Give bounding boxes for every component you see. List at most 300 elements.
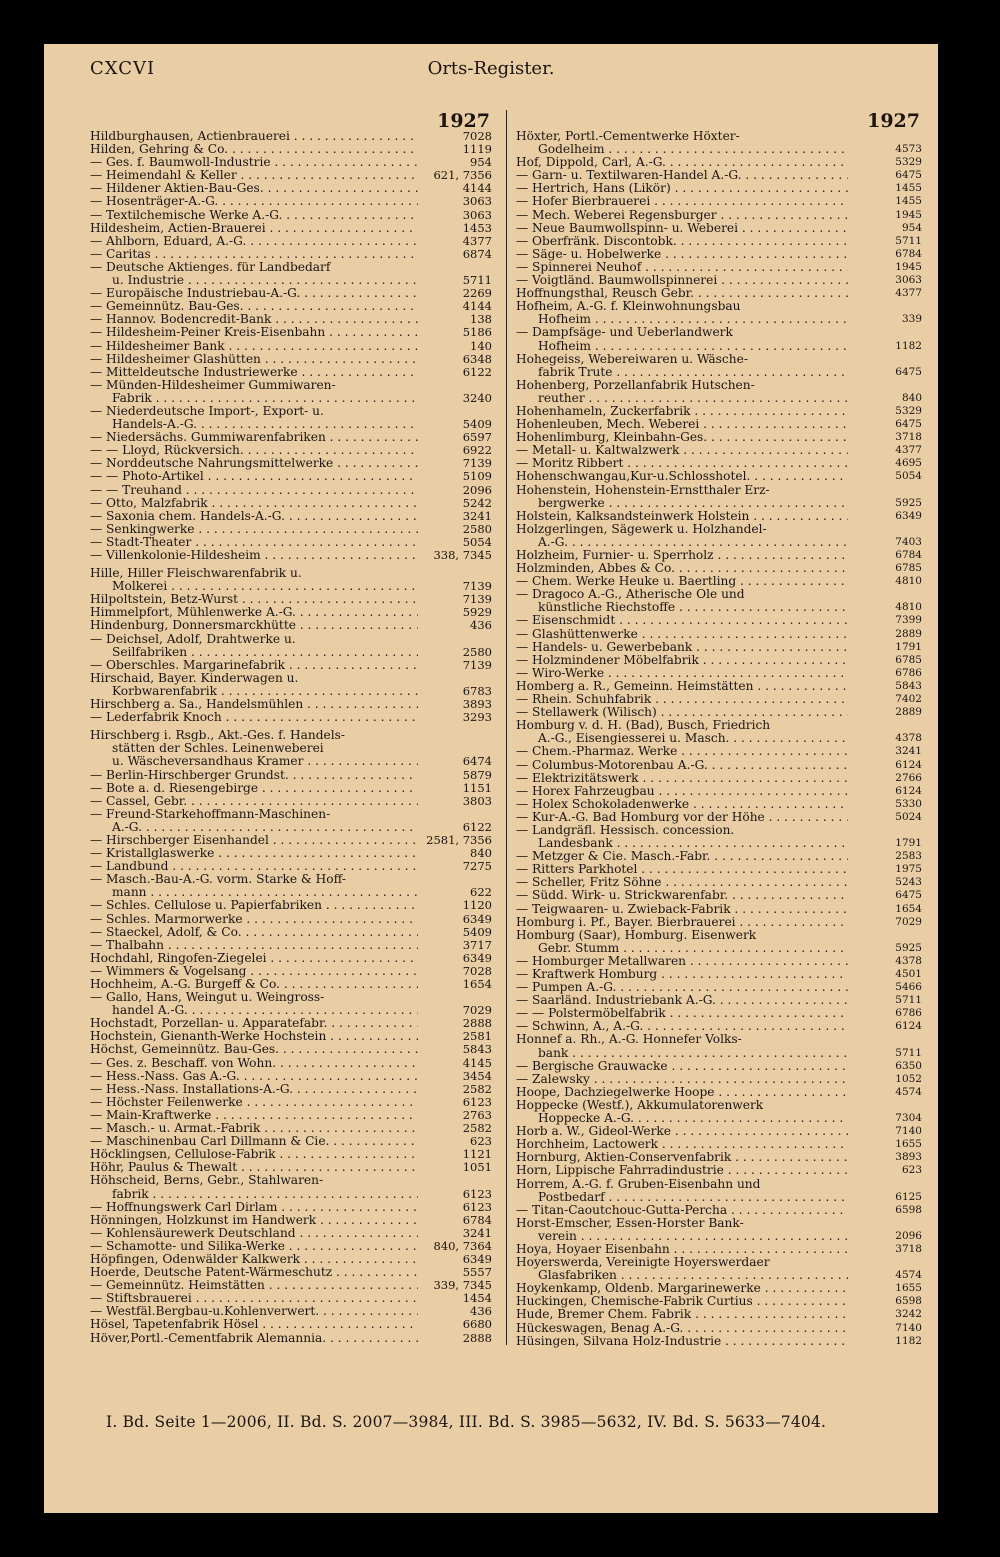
entry-text: — — Treuhand . . . [90,484,418,497]
entry-text: — Titan-Caoutchouc-Gutta-Percha . . . [516,1204,848,1217]
entry-page-ref: 5054 [895,470,922,483]
register-entry [90,619,506,632]
register-entry [90,711,506,724]
entry-text: — Hildesheim-Peiner Kreis-Eisenbahn . . . [90,326,418,339]
entry-text: — Masch.-Bau-A.-G. vorm. Starke & Hoff- [90,873,346,887]
entry-text: — Dampfsäge- und Ueberlandwerk [516,326,733,340]
register-entry [90,580,506,593]
entry-text: Honnef a. Rh., A.-G. Honnefer Volks- [516,1033,742,1047]
entry-text: — Moritz Ribbert . . . [516,457,848,470]
entry-text: — Otto, Malzfabrik . . . [90,497,418,510]
entry-page-ref: 4574 [895,1085,922,1098]
entry-text: — Handels- u. Gewerbebank . . . [516,641,848,654]
entry-text: Hofheim . . . [516,340,848,353]
entries-left [90,130,506,1345]
register-entry [514,1191,928,1204]
register-entry [514,1099,928,1112]
entry-text: Höcklingsen, Cellulose-Fabrik . . . [90,1148,418,1161]
entry-page-ref: 6922 [462,443,492,458]
register-entry [90,1318,506,1331]
entry-page-ref: 6348 [462,351,492,366]
entry-text: — Senkingwerke . . . [90,523,418,536]
entry-text: Hildesheim, Actien-Brauerei . . . [90,222,418,235]
register-entry [514,562,928,575]
register-entry [514,274,928,287]
register-entry [514,143,928,156]
register-entry [514,693,928,706]
entry-text: — Spinnerei Neuhof . . . [516,261,848,274]
entry-page-ref: 6124 [895,758,922,771]
register-entry [514,916,928,929]
entry-page-ref: 1453 [462,220,492,235]
register-entry [514,1230,928,1243]
entry-page-ref: 3293 [462,710,492,725]
register-entry [90,672,506,685]
entry-page-ref: 6598 [895,1295,922,1308]
entry-page-ref: 2096 [895,1229,922,1242]
left-column [90,110,507,1345]
entry-page-ref: 4377 [462,233,492,248]
entry-text: — Hildesheimer Glashütten . . . [90,353,418,366]
entry-text: Höhr, Paulus & Thewalt . . . [90,1161,418,1174]
entry-page-ref: 5329 [895,404,922,417]
register-entry [90,1096,506,1109]
register-entry [514,222,928,235]
entry-text: A.-G., Eisengiesserei u. Masch. . . . [516,732,848,745]
entry-text: Glasfabriken . . . [516,1269,848,1282]
register-entry [514,889,928,902]
entry-text: — Saarländ. Industriebank A.-G. . . . [516,994,848,1007]
entry-text: Holstein, Kalksandsteinwerk Holstein . . . [516,510,848,523]
register-entry [90,1188,506,1201]
register-entry [514,654,928,667]
register-entry [90,209,506,222]
entry-page-ref: 2763 [462,1107,492,1122]
register-entry [90,1279,506,1292]
entry-text: Hochstein, Gienanth-Werke Hochstein . . . [90,1030,418,1043]
entry-text: — Schamotte- und Silika-Werke . . . [90,1240,418,1253]
entry-text: — Chem.-Pharmaz. Werke . . . [516,745,848,758]
entry-text: u. Wäscheversandhaus Kramer . . . [90,755,418,768]
entry-page-ref: 7028 [462,963,492,978]
register-entry [514,811,928,824]
register-entry [514,1204,928,1217]
register-entry [90,418,506,431]
register-entry [90,340,506,353]
entry-text: Hofheim . . . [516,313,848,326]
entry-page-ref: 5243 [895,876,922,889]
entry-text: Holzminden, Abbes & Co. . . . [516,562,848,575]
entry-page-ref: 6123 [462,1186,492,1201]
register-entry [514,732,928,745]
register-entry [514,601,928,614]
entry-page-ref: 840 [901,391,922,404]
entry-text: Horb a. W., Gideol-Werke . . . [516,1125,848,1138]
register-entry [514,1322,928,1335]
register-entry [90,457,506,470]
register-entry [514,549,928,562]
entry-page-ref: 338, 7345 [433,548,492,562]
entry-text: — Landgräfl. Hessisch. concession. [516,823,735,837]
entry-page-ref: 1945 [895,208,922,221]
register-entry [90,130,506,143]
entry-page-ref: 6785 [895,562,922,575]
entry-page-ref: 2096 [462,482,492,497]
register-page [44,44,938,1513]
entry-text: Höchst, Gemeinnütz. Bau-Ges. . . . [90,1043,418,1056]
entry-text: — Masch.- u. Armat.-Fabrik . . . [90,1122,418,1135]
entry-text: — Hess.-Nass. Gas A.-G. . . . [90,1070,418,1083]
entry-page-ref: 6598 [895,1203,922,1216]
entry-page-ref: 5409 [462,417,492,432]
entry-text: — Europäische Industriebau-A.-G. . . . [90,287,418,300]
entry-page-ref: 6349 [462,911,492,926]
entry-text: Hildburghausen, Actienbrauerei . . . [90,130,418,143]
entry-text: Korbwarenfabrik . . . [90,685,418,698]
entry-page-ref: 3241 [895,745,922,758]
entry-page-ref: 5329 [895,156,922,169]
register-entry [90,729,506,742]
entry-page-ref: 5557 [462,1265,492,1280]
register-entry [90,405,506,418]
entry-text: Hindenburg, Donnersmarckhütte . . . [90,619,418,632]
register-entry [514,863,928,876]
register-entry [514,1073,928,1086]
entry-text: — Teigwaaren- u. Zwieback-Fabrik . . . [516,903,848,916]
register-entry [90,755,506,768]
entry-text: — Holzmindener Möbelfabrik . . . [516,654,848,667]
register-entry [90,549,506,562]
entry-text: Hoppecke (Westf.), Akkumulatorenwerk [516,1098,764,1112]
entry-text: — Oberfränk. Discontobk. . . . [516,235,848,248]
entry-text: Höhscheid, Berns, Gebr., Stahlwaren- [90,1174,324,1188]
entry-text: — Niederdeutsche Import-, Export- u. [90,404,324,418]
register-entry [514,1164,928,1177]
entry-text: Hohenschwangau,Kur-u.Schlosshotel. . . . [516,470,848,483]
entry-text: Hönningen, Holzkunst im Handwerk . . . [90,1214,418,1227]
entry-page-ref: 4378 [895,732,922,745]
entry-page-ref: 6784 [462,1212,492,1227]
register-entry [90,991,506,1004]
register-entry [90,821,506,834]
register-entry [514,1020,928,1033]
entry-text: — Münden-Hildesheimer Gummiwaren- [90,378,336,392]
entry-page-ref: 6125 [895,1190,922,1203]
entry-page-ref: 6785 [895,653,922,666]
register-entry [514,457,928,470]
register-entry [514,929,928,942]
entry-page-ref: 6474 [462,754,492,769]
register-entry [90,659,506,672]
entry-text: — Elektrizitätswerk . . . [516,772,848,785]
entry-text: Fabrik . . . [90,392,418,405]
entry-page-ref: 3454 [462,1068,492,1083]
entry-text: — Villenkolonie-Hildesheim . . . [90,549,418,562]
register-entry [514,248,928,261]
entry-text: — Schwinn, A., A.-G. . . . [516,1020,848,1033]
entry-page-ref: 5242 [462,495,492,510]
entry-text: — Columbus-Motorenbau A.-G. . . . [516,759,848,772]
register-entry [90,808,506,821]
entry-text: Hoppecke A.-G. . . . [516,1112,848,1125]
entry-page-ref: 1975 [895,863,922,876]
entry-page-ref: 1455 [895,195,922,208]
entry-page-ref: 3240 [462,390,492,405]
register-entry [90,300,506,313]
register-entry [90,742,506,755]
entry-text: — Wimmers & Vogelsang . . . [90,965,418,978]
entry-text: — Gallo, Hans, Weingut u. Weingross- [90,991,325,1005]
register-entry [514,1151,928,1164]
entry-text: — Dragoco A.-G., Ätherische Öle und [516,588,745,602]
entry-page-ref: 3242 [895,1308,922,1321]
entry-text: — Mitteldeutsche Industriewerke . . . [90,366,418,379]
entry-page-ref: 4144 [462,299,492,314]
page-header [44,58,938,86]
register-entry [514,235,928,248]
entry-page-ref: 6475 [895,889,922,902]
entry-page-ref: 7140 [895,1125,922,1138]
entry-page-ref: 138 [470,312,492,327]
entry-text: Hirschberg a. Sa., Handelsmühlen . . . [90,698,418,711]
entry-text: — Main-Kraftwerke . . . [90,1109,418,1122]
register-entry [514,418,928,431]
register-entry [90,860,506,873]
register-entry [90,1253,506,1266]
entry-page-ref: 2581, 7356 [426,832,492,847]
entry-text: — Wiro-Werke . . . [516,667,848,680]
register-entry [514,1178,928,1191]
register-entry [90,287,506,300]
register-entry [90,195,506,208]
register-entry [90,143,506,156]
entry-text: Huckingen, Chemische-Fabrik Curtius . . . [516,1295,848,1308]
register-entry [90,261,506,274]
entry-page-ref: 7139 [462,579,492,594]
register-entry [514,575,928,588]
entry-text: Homburg (Saar), Homburg. Eisenwerk [516,928,757,942]
entry-page-ref: 3717 [462,937,492,952]
entry-page-ref: 5109 [462,469,492,484]
register-entry [514,706,928,719]
register-entry [514,392,928,405]
register-entry [90,593,506,606]
entry-page-ref: 1655 [895,1138,922,1151]
entry-page-ref: 6597 [462,430,492,445]
entry-text: — Säge- u. Hobelwerke . . . [516,248,848,261]
entry-text: Höpfingen, Odenwälder Kalkwerk . . . [90,1253,418,1266]
entry-page-ref: 1119 [462,142,492,157]
entry-text: Hohenleuben, Mech. Weberei . . . [516,418,848,431]
register-entry [514,1269,928,1282]
register-entry [514,326,928,339]
entry-page-ref: 1454 [462,1291,492,1306]
entry-text: — Hoffnungswerk Carl Dirlam . . . [90,1201,418,1214]
register-entry [514,1335,928,1348]
entry-text: künstliche Riechstoffe . . . [516,601,848,614]
entry-page-ref: 6349 [895,509,922,522]
entry-page-ref: 5711 [462,273,492,288]
entry-text: — Chem. Werke Heuke u. Baertling . . . [516,575,848,588]
entry-page-ref: 5711 [895,234,922,247]
entry-page-ref: 339, 7345 [433,1278,492,1293]
register-entry [90,1240,506,1253]
entry-text: — Südd. Wirk- u. Strickwarenfabr. . . . [516,889,848,902]
entry-page-ref: 5843 [895,679,922,692]
entry-text: Horst-Emscher, Essen-Horster Bank- [516,1216,744,1230]
entry-page-ref: 2583 [895,850,922,863]
entry-text: Landesbank . . . [516,837,848,850]
entry-text: fabrik . . . [90,1188,418,1201]
entry-page-ref: 7139 [462,592,492,607]
register-entry [514,824,928,837]
entry-page-ref: 622 [470,885,492,900]
entry-page-ref: 6783 [462,683,492,698]
entry-page-ref: 1655 [895,1282,922,1295]
entry-text: — Metall- u. Kaltwalzwerk . . . [516,444,848,457]
register-entry [90,886,506,899]
entry-text: — Ritters Parkhotel . . . [516,863,848,876]
register-entry [514,588,928,601]
entry-page-ref: 5879 [462,767,492,782]
register-entry [90,1057,506,1070]
entry-page-ref: 4574 [895,1269,922,1282]
entry-page-ref: 2580 [462,644,492,659]
entry-text: — Niedersächs. Gummiwarenfabriken . . . [90,431,418,444]
entry-text: Hoyerswerda, Vereinigte Hoyerswerdaer [516,1256,770,1270]
entry-text: Hohenstein, Hohenstein-Ernstthaler Erz- [516,483,770,497]
entry-page-ref: 7139 [462,456,492,471]
entry-page-ref: 4145 [462,1055,492,1070]
register-entry [514,1138,928,1151]
register-entry [514,1060,928,1073]
entry-page-ref: 6122 [462,364,492,379]
entry-text: — Hannov. Bodencredit-Bank . . . [90,313,418,326]
entry-text: — Bergische Grauwacke . . . [516,1060,848,1073]
entry-page-ref: 6123 [462,1199,492,1214]
register-entry [90,1161,506,1174]
entry-text: — Kristallglaswerke . . . [90,847,418,860]
volume-range-footer: I. Bd. Seite 1—2006, II. Bd. S. 2007—3984, III. Bd. S. 3985—5632, IV. Bd. S. 5633—7404. [106,1413,827,1431]
register-entry [90,392,506,405]
register-entry [514,156,928,169]
register-entry [514,719,928,732]
register-entry [90,606,506,619]
entry-page-ref: 7402 [895,693,922,706]
register-entry [90,873,506,886]
entry-text: — Höchster Feilenwerke . . . [90,1096,418,1109]
entry-page-ref: 3063 [895,274,922,287]
entry-text: Höver,Portl.-Cementfabrik Alemannia. . . . [90,1332,418,1345]
entry-page-ref: 4377 [895,444,922,457]
register-entry [514,772,928,785]
entry-text: Hochstadt, Porzellan- u. Apparatefabr. . . . [90,1017,418,1030]
entry-text: — Scheller, Fritz Söhne . . . [516,876,848,889]
register-entry [514,628,928,641]
entry-text: Hohenberg, Porzellanfabrik Hutschen- [516,378,755,392]
register-entry [90,782,506,795]
register-entry [514,497,928,510]
entry-page-ref: 3063 [462,207,492,222]
entry-page-ref: 2581 [462,1029,492,1044]
entry-text: — Horex Fahrzeugbau . . . [516,785,848,798]
entry-page-ref: 2766 [895,771,922,784]
entry-text: — Neue Baumwollspinn- u. Weberei . . . [516,222,848,235]
register-entry [514,1033,928,1046]
entry-page-ref: 1182 [895,339,922,352]
entry-page-ref: 7399 [895,614,922,627]
register-entry [90,685,506,698]
entry-page-ref: 2888 [462,1330,492,1345]
register-entry [90,1332,506,1345]
register-entry [90,965,506,978]
entry-page-ref: 7139 [462,657,492,672]
register-entry [514,981,928,994]
entry-text: Hirschaid, Bayer. Kinderwagen u. [90,671,299,685]
entry-text: Hoffnungsthal, Reusch Gebr. . . . [516,287,848,300]
register-entry [514,837,928,850]
entry-text: Hille, Hiller Fleischwarenfabrik u. [90,567,302,581]
entry-page-ref: 1121 [462,1147,492,1162]
entry-page-ref: 2888 [462,1016,492,1031]
entry-text: — Hirschberger Eisenhandel . . . [90,834,418,847]
entry-page-ref: 5409 [462,924,492,939]
entry-text: — Hildener Aktien-Bau-Ges. . . . [90,182,418,195]
entry-page-ref: 6349 [462,950,492,965]
register-entry [90,1174,506,1187]
entry-page-ref: 7140 [895,1321,922,1334]
register-entry [514,340,928,353]
entry-text: Homburg i. Pf., Bayer. Bierbrauerei . . . [516,916,848,929]
register-entry [514,523,928,536]
entry-text: reuther . . . [516,392,848,405]
entry-page-ref: 4378 [895,954,922,967]
entry-text: — Holex Schokoladenwerke . . . [516,798,848,811]
register-entry [514,942,928,955]
register-entry [90,484,506,497]
entry-text: — Mech. Weberei Regensburger . . . [516,209,848,222]
entry-text: — Textilchemische Werke A.-G. . . . [90,209,418,222]
entry-page-ref: 4501 [895,968,922,980]
entry-text: — Kur-A.-G. Bad Homburg vor der Höhe . . . [516,811,848,824]
register-entry [90,1017,506,1030]
entry-page-ref: 6874 [462,246,492,261]
entry-text: — — Polstermöbelfabrik . . . [516,1007,848,1020]
entry-text: — Garn- u. Textilwaren-Handel A.-G. . . . [516,169,848,182]
register-entry [90,313,506,326]
register-entry [90,899,506,912]
register-entry [514,798,928,811]
entry-page-ref: 2889 [895,627,922,640]
entry-page-ref: 5925 [895,496,922,509]
register-entry [514,1112,928,1125]
entry-page-ref: 436 [470,618,492,633]
entry-text: — Hofer Bierbrauerei . . . [516,195,848,208]
entry-page-ref: 2582 [462,1081,492,1096]
register-entry [90,169,506,182]
register-entry [514,536,928,549]
register-entry [90,978,506,991]
entry-text: — Gemeinnütz. Bau-Ges. . . . [90,300,418,313]
register-entry [90,1043,506,1056]
entry-text: — Hess.-Nass. Installations-A.-G. . . . [90,1083,418,1096]
register-entry [90,847,506,860]
entry-text: Horn, Lippische Fahrradindustrie . . . [516,1164,848,1177]
entry-text: bergwerke . . . [516,497,848,510]
register-entry [514,287,928,300]
entry-text: — Hosenträger-A.-G. . . . [90,195,418,208]
entry-text: Gebr. Stumm . . . [516,942,848,955]
